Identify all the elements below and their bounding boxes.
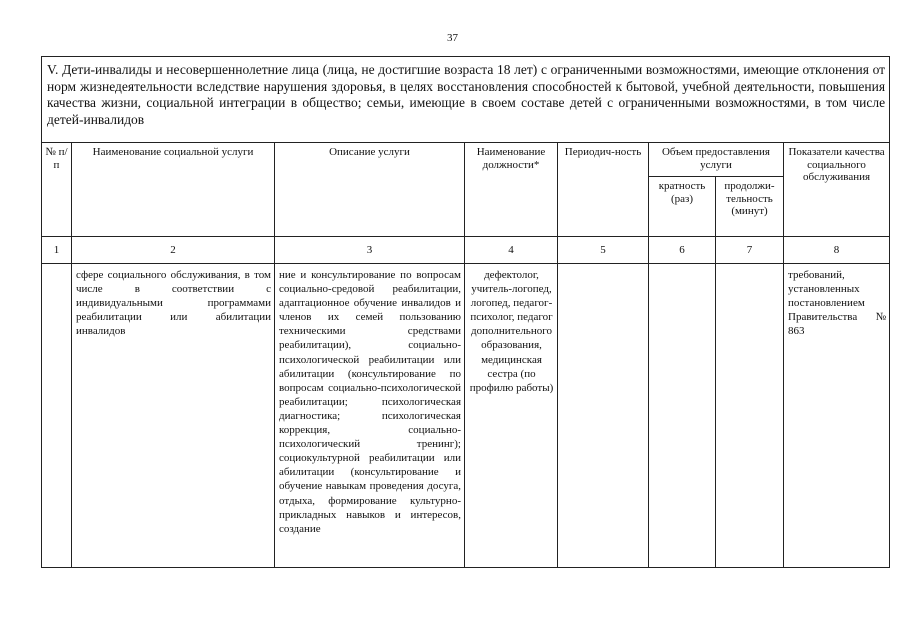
column-number-5: 5 — [558, 237, 649, 264]
header-quality: Показатели качества социального обслуживания — [784, 143, 890, 237]
column-number-1: 1 — [42, 237, 72, 264]
header-periodicity: Периодич-ность — [558, 143, 649, 237]
column-number-2: 2 — [72, 237, 275, 264]
row-number — [42, 264, 72, 568]
header-description: Описание услуги — [275, 143, 465, 237]
row-description: ние и консультирование по вопросам социально-средовой реабилитации, адаптационное обучение инвалидов и членов их семей пользованию техническими средствами реабилитации), социально-психологической реабилитации или абилитации (консультирование по вопросам социально-психологической реабилитации; психологическая диагностика; психологическая коррекция, социально-психологический тренинг); социокультурной реабилитации или абилитации (консультирование и обучение навыкам проведения досуга, отдыха, формирование культурно-прикладных навыков и интересов, создание — [275, 264, 465, 568]
header-number: № п/п — [42, 143, 72, 237]
header-position: Наименование должности* — [465, 143, 558, 237]
row-service-name: сфере социального обслуживания, в том числе в соответствии с индивидуальными программами реабилитации или абилитации инвалидов — [72, 264, 275, 568]
column-number-row — [42, 237, 890, 264]
services-table — [41, 56, 890, 568]
section-title: V. Дети-инвалиды и несовершеннолетние лица (лица, не достигшие возраста 18 лет) с ограниченными возможностями, имеющие отклонения от норм жизнедеятельности вследствие нарушения здоровья, в целях восстановления способностей к бытовой, учебной деятельности, повышения качества жизни, социальной интеграции в общество; семьи, имеющие в своем составе детей с ограниченными возможностями, в том числе детей-инвалидов — [42, 57, 890, 143]
row-multiplicity — [649, 264, 716, 568]
page-number: 37 — [447, 32, 458, 44]
row-periodicity — [558, 264, 649, 568]
header-volume-group: Объем предоставления услуги — [649, 143, 784, 177]
column-number-6: 6 — [649, 237, 716, 264]
table-row — [42, 264, 890, 568]
header-service-name: Наименование социальной услуги — [72, 143, 275, 237]
row-quality: требований, установленных постановлением Правительства № 863 — [784, 264, 890, 568]
header-multiplicity: кратность (раз) — [649, 177, 716, 237]
column-number-8: 8 — [784, 237, 890, 264]
column-number-4: 4 — [465, 237, 558, 264]
row-duration — [716, 264, 784, 568]
column-number-3: 3 — [275, 237, 465, 264]
row-position: дефектолог, учитель-логопед, логопед, педагог-психолог, педагог дополнительного образования, медицинская сестра (по профилю работы) — [465, 264, 558, 568]
section-title-row — [42, 57, 890, 143]
column-number-7: 7 — [716, 237, 784, 264]
header-duration: продолжи-тельность (минут) — [716, 177, 784, 237]
header-row — [42, 143, 890, 177]
